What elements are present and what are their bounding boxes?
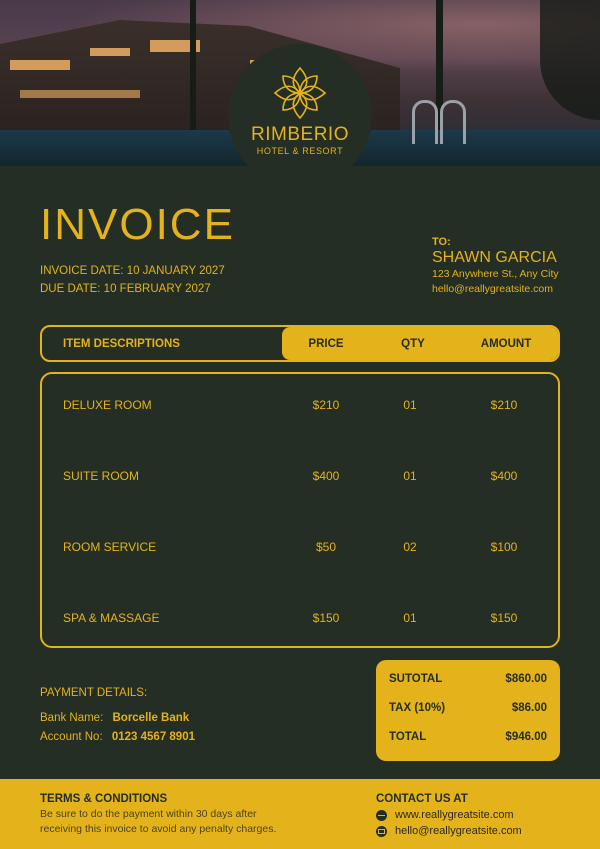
item-amount: $400 [490,469,518,483]
mail-icon [376,826,387,837]
payment-title: PAYMENT DETAILS: [40,687,148,699]
invoice-dates [40,262,225,298]
item-description: ROOM SERVICE [63,540,157,554]
invoice-title: INVOICE [40,200,235,249]
footer [0,779,600,849]
logo-badge [228,44,372,188]
lotus-logo-icon [271,64,329,122]
item-description: SUITE ROOM [63,469,140,483]
total-value: $946.00 [505,731,547,743]
item-price: $210 [312,398,340,412]
item-qty: 01 [403,398,417,412]
header-qty: QTY [401,337,425,350]
terms-title: TERMS & CONDITIONS [40,793,168,805]
subtotal-value: $860.00 [505,673,547,685]
terms-block [40,793,276,837]
header-amount: AMOUNT [480,337,532,350]
contact-website[interactable] [376,807,522,823]
recipient-email: hello@reallygreatsite.com [432,283,553,295]
item-price: $50 [315,540,337,554]
item-price: $150 [312,611,340,625]
contact-title: CONTACT US AT [376,793,468,805]
account-label: Account No: [40,731,103,743]
website-link[interactable]: www.reallygreatsite.com [395,809,514,821]
recipient-label: TO: [432,236,451,248]
recipient-block [432,236,559,297]
item-qty: 02 [403,540,417,554]
brand-name: RIMBERIO [251,124,349,145]
tax-label: TAX (10%) [389,702,446,714]
bank-label: Bank Name: [40,712,104,724]
bank-value: Borcelle Bank [112,712,190,724]
totals-box [376,660,560,761]
tax-value: $86.00 [511,702,547,714]
item-amount: $210 [490,398,518,412]
table-header [40,325,560,362]
recipient-address: 123 Anywhere St., Any City [432,268,559,280]
email-link[interactable]: hello@reallygreatsite.com [395,825,522,837]
account-value: 0123 4567 8901 [111,731,195,743]
item-price: $400 [312,469,340,483]
item-description: DELUXE ROOM [63,398,152,412]
tax-row [389,702,547,731]
globe-icon [376,810,387,821]
item-qty: 01 [403,469,417,483]
total-row [389,731,547,760]
item-amount: $100 [490,540,518,554]
items-table [40,372,560,648]
invoice-date: INVOICE DATE: 10 JANUARY 2027 [40,265,225,277]
contact-block [376,793,522,839]
due-date: DUE DATE: 10 FEBRUARY 2027 [40,283,211,295]
terms-line-1: Be sure to do the payment within 30 days after [40,808,257,820]
recipient-name: SHAWN GARCIA [432,249,557,266]
total-label: TOTAL [389,731,427,743]
payment-details [40,687,195,747]
subtotal-row [389,673,547,702]
item-amount: $150 [490,611,518,625]
brand-tagline: HOTEL & RESORT [256,146,344,156]
contact-email[interactable] [376,823,522,839]
item-qty: 01 [403,611,417,625]
item-description: SPA & MASSAGE [63,611,160,625]
subtotal-label: SUTOTAL [389,673,443,685]
header-price: PRICE [308,337,344,350]
header-description: ITEM DESCRIPTIONS [63,337,180,350]
terms-line-2: receiving this invoice to avoid any penalty charges. [40,823,277,835]
